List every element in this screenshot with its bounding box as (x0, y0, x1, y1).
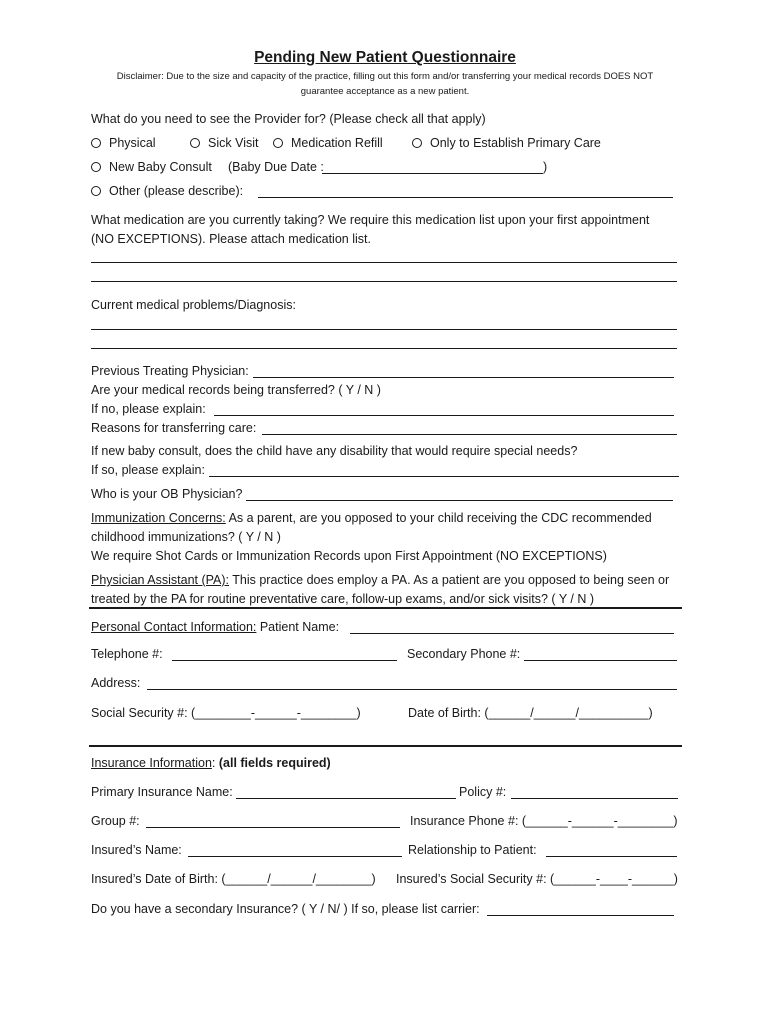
primary-insurance-field[interactable] (236, 798, 456, 799)
option-physical-label: Physical (109, 136, 156, 150)
all-fields-required: (all fields required) (218, 756, 331, 770)
section-divider-insurance (89, 745, 682, 747)
secondary-phone-field[interactable] (524, 660, 677, 661)
previous-physician-label: Previous Treating Physician: (91, 364, 249, 378)
option-medication-refill[interactable] (273, 135, 383, 151)
insured-dob-field[interactable]: Insured’s Date of Birth: (______/______/________) (91, 872, 376, 886)
option-other[interactable] (91, 183, 243, 199)
reasons-field[interactable] (262, 434, 677, 435)
telephone-field[interactable] (172, 660, 397, 661)
relationship-label: Relationship to Patient: (408, 843, 537, 857)
ob-physician-field[interactable] (246, 500, 673, 501)
if-no-field[interactable] (214, 415, 674, 416)
baby-due-date-label: (Baby Due Date : (228, 160, 324, 174)
radio-circle-icon[interactable] (412, 138, 422, 148)
insurance-heading: Insurance Information (91, 756, 212, 770)
radio-circle-icon[interactable] (273, 138, 283, 148)
immunization-heading: Immunization Concerns: (91, 511, 226, 525)
section-divider-contact (89, 607, 682, 609)
address-field[interactable] (147, 689, 677, 690)
insured-name-field[interactable] (188, 856, 402, 857)
insurance-heading-line (91, 755, 331, 771)
secondary-insurance-question: Do you have a secondary Insurance? ( Y / N/ ) If so, please list carrier: (91, 902, 480, 916)
disclaimer (60, 69, 710, 99)
radio-circle-icon[interactable] (91, 138, 101, 148)
telephone-label: Telephone #: (91, 647, 163, 661)
reasons-label: Reasons for transferring care: (91, 421, 257, 435)
immunization-line-1 (91, 510, 652, 526)
disclaimer-line-1: Disclaimer: Due to the size and capacity of the practice, filling out this form and/or transferring your medical records DOES NOT (116, 71, 654, 82)
problems-field-1[interactable] (91, 329, 677, 330)
page-title: Pending New Patient Questionnaire (254, 49, 516, 66)
dob-field[interactable]: Date of Birth: (______/______/__________) (408, 706, 653, 720)
insurance-phone-field[interactable]: Insurance Phone #: (______-______-________) (410, 814, 678, 828)
problems-label: Current medical problems/Diagnosis: (91, 298, 296, 312)
option-sick-visit-label: Sick Visit (208, 136, 259, 150)
address-label: Address: (91, 676, 141, 690)
contact-line (91, 619, 339, 635)
ssn-field[interactable]: Social Security #: (________-______-________) (91, 706, 361, 720)
insurance-colon: : (211, 756, 219, 770)
option-sick-visit[interactable] (190, 135, 258, 151)
pa-line-1 (91, 572, 669, 588)
option-establish-care[interactable] (412, 135, 601, 151)
radio-circle-icon[interactable] (91, 186, 101, 196)
immunization-text-1: As a parent, are you opposed to your child receiving the CDC recommended (225, 511, 652, 525)
if-no-label: If no, please explain: (91, 402, 206, 416)
baby-due-date-close: ) (543, 160, 548, 174)
medication-field-1[interactable] (91, 262, 677, 263)
immunization-line-3: We require Shot Cards or Immunization Records upon First Appointment (NO EXCEPTIONS) (91, 549, 607, 563)
baby-due-date-field[interactable] (322, 173, 543, 174)
visit-question: What do you need to see the Provider for? (Please check all that apply) (91, 112, 486, 126)
disclaimer-line-2: guarantee acceptance as a new patient. (300, 86, 470, 97)
policy-field[interactable] (511, 798, 678, 799)
pa-text-1: This practice does employ a PA. As a patient are you opposed to being seen or (229, 573, 670, 587)
primary-insurance-label: Primary Insurance Name: (91, 785, 233, 799)
option-medication-refill-label: Medication Refill (291, 136, 383, 150)
group-label: Group #: (91, 814, 140, 828)
medication-line-2: (NO EXCEPTIONS). Please attach medication list. (91, 232, 371, 246)
baby-explain-label: If so, please explain: (91, 463, 205, 477)
records-transferred-question: Are your medical records being transferred? ( Y / N ) (91, 383, 381, 397)
immunization-line-2: childhood immunizations? ( Y / N ) (91, 530, 281, 544)
option-new-baby-label: New Baby Consult (109, 160, 212, 174)
secondary-phone-label: Secondary Phone #: (407, 647, 521, 661)
insured-ssn-field[interactable]: Insured’s Social Security #: (______-____-______) (396, 872, 678, 886)
pa-line-2: treated by the PA for routine preventative care, follow-up exams, and/or sick visits? ( Y / N ) (91, 592, 595, 606)
problems-field-2[interactable] (91, 348, 677, 349)
option-establish-care-label: Only to Establish Primary Care (430, 136, 601, 150)
other-describe-field[interactable] (258, 197, 673, 198)
ob-physician-label: Who is your OB Physician? (91, 487, 243, 501)
option-new-baby-consult[interactable] (91, 159, 212, 175)
radio-circle-icon[interactable] (91, 162, 101, 172)
patient-name-label: Patient Name: (256, 620, 340, 634)
relationship-field[interactable] (546, 856, 677, 857)
secondary-carrier-field[interactable] (487, 915, 674, 916)
medication-line-1: What medication are you currently taking? We require this medication list upon your first appointment (91, 213, 650, 227)
pa-heading: Physician Assistant (PA): (91, 573, 230, 587)
policy-label: Policy #: (459, 785, 507, 799)
patient-name-field[interactable] (350, 633, 674, 634)
option-physical[interactable] (91, 135, 156, 151)
group-field[interactable] (146, 827, 400, 828)
contact-heading: Personal Contact Information: (91, 620, 257, 634)
baby-explain-field[interactable] (209, 476, 679, 477)
insured-name-label: Insured’s Name: (91, 843, 182, 857)
option-other-label: Other (please describe): (109, 184, 244, 198)
radio-circle-icon[interactable] (190, 138, 200, 148)
previous-physician-field[interactable] (253, 377, 674, 378)
baby-consult-question: If new baby consult, does the child have any disability that would require special needs? (91, 444, 578, 458)
medication-field-2[interactable] (91, 281, 677, 282)
